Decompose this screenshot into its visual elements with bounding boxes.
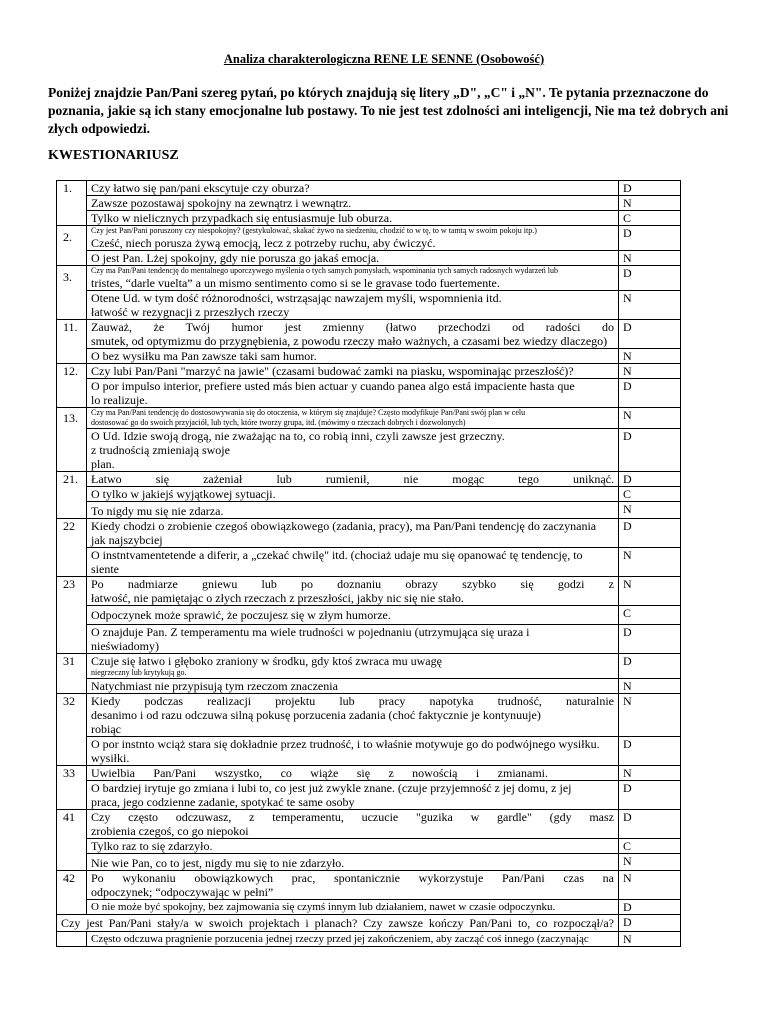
- answer-letter[interactable]: D: [619, 654, 681, 679]
- question-row: [57, 871, 681, 900]
- question-text-line: robiąc: [91, 722, 121, 736]
- question-row: [57, 429, 681, 472]
- answer-letter[interactable]: N: [619, 548, 681, 577]
- question-text-line: dostosować go do swoich przyjaciół, lub tych, które tworzy grupa, itd. (mówimy o rzeczach dobrych i dozwolonych): [91, 418, 466, 427]
- question-row: [57, 654, 681, 679]
- question-row: [57, 266, 681, 291]
- question-number: 2.: [57, 226, 87, 266]
- answer-letter[interactable]: D: [619, 810, 681, 839]
- question-text-line: Czy jest Pan/Pani poruszony czy niespokojny? (gestykulować, skakać żywo na siedzeniu, chodzić to w tę, to w tamtą w swoim pokoju itp.): [91, 226, 537, 235]
- option-text-line: O por impulso interior, prefiere usted más bien actuar y cuando panea algo está impaciente hasta que: [91, 379, 575, 393]
- question-text-line: Po wykonaniu obowiązkowych prac, spontanicznie wykorzystuje Pan/Pani czas na: [91, 871, 614, 885]
- question-number: 31: [57, 654, 87, 694]
- answer-letter[interactable]: D: [619, 519, 681, 548]
- option-text-line: wysiłki.: [91, 751, 130, 765]
- question-row: [57, 502, 681, 519]
- question-row: [57, 606, 681, 625]
- answer-letter[interactable]: N: [619, 349, 681, 364]
- answer-letter[interactable]: D: [619, 181, 681, 196]
- option-text: [87, 379, 619, 408]
- answer-letter[interactable]: N: [619, 854, 681, 871]
- answer-letter[interactable]: N: [619, 679, 681, 694]
- question-number: 13.: [57, 408, 87, 472]
- question-text: [57, 915, 619, 932]
- answer-letter[interactable]: N: [619, 251, 681, 266]
- answer-letter[interactable]: C: [619, 606, 681, 625]
- question-row: [57, 226, 681, 251]
- question-number: 32: [57, 694, 87, 766]
- question-row: [57, 548, 681, 577]
- option-text: Cześć, niech porusza żywą emocją, lecz z potrzeby ruchu, aby ćwiczyć.: [91, 236, 436, 250]
- option-text: Tylko w nielicznych przypadkach się entusiasmuje lub oburza.: [87, 211, 619, 226]
- option-text: [87, 781, 619, 810]
- question-text-line: zrobienia czegoś, co go niepokoi: [91, 824, 249, 838]
- question-row: [57, 364, 681, 379]
- question-text: [87, 694, 619, 737]
- question-number: 42: [57, 871, 87, 915]
- question-text-line: Czy ma Pan/Pani tendencję do dostosowywania się do otoczenia, w którym się znajduje? Często modyfikuje Pan/Pani swój plan w celu: [91, 408, 526, 417]
- question-row: [57, 577, 681, 606]
- answer-letter[interactable]: D: [619, 915, 681, 932]
- option-text-line: O por instnto wciąż stara się dokładnie przez trudność, i to właśnie motywuje go do podwójnego wysiłku.: [91, 737, 600, 751]
- answer-letter[interactable]: N: [619, 577, 681, 606]
- option-text-line: z trudnością zmieniają swoje: [91, 443, 230, 457]
- question-text: [87, 408, 619, 429]
- answer-letter[interactable]: N: [619, 502, 681, 519]
- question-text-line: desanimo i od razu odczuwa silną pokusę porzucenia zadania (choć faktycznie je kontynuuje): [91, 708, 541, 722]
- option-text: To nigdy mu się nie zdarza.: [87, 502, 619, 519]
- question-text: [87, 654, 619, 679]
- question-row: [57, 679, 681, 694]
- question-text: [87, 519, 619, 548]
- question-text: [87, 871, 619, 900]
- option-text: Nie wie Pan, co to jest, nigdy mu się to nie zdarzyło.: [87, 854, 619, 871]
- question-text: [87, 266, 619, 291]
- option-text: Zawsze pozostawaj spokojny na zewnątrz i wewnątrz.: [87, 196, 619, 211]
- option-text: O tylko w jakiejś wyjątkowej sytuacji.: [87, 487, 619, 502]
- answer-letter[interactable]: D: [619, 226, 681, 251]
- answer-letter[interactable]: C: [619, 839, 681, 854]
- answer-letter[interactable]: D: [619, 625, 681, 654]
- question-text-line: odpoczynek; “odpoczywając w pełni”: [91, 885, 274, 899]
- question-number: 23: [57, 577, 87, 654]
- answer-letter[interactable]: D: [619, 737, 681, 766]
- question-text: Łatwo się zażeniał lub rumienił, nie mogąc tego uniknąć.: [87, 472, 619, 487]
- option-text: O nie może być spokojny, bez zajmowania się czymś innym lub działaniem, nawet w czasie odpoczynku.: [87, 900, 619, 915]
- option-text-line: O Ud. Idzie swoją drogą, nie zważając na to, co robią inni, czyli zawsze jest grzeczny.: [91, 429, 505, 443]
- question-row: [57, 211, 681, 226]
- question-row: [57, 694, 681, 737]
- answer-letter[interactable]: N: [619, 766, 681, 781]
- question-row: [57, 625, 681, 654]
- question-row: [57, 472, 681, 487]
- question-text: [87, 810, 619, 839]
- question-row: [57, 181, 681, 196]
- questionnaire-table: [56, 180, 681, 947]
- question-text: Czy łatwo się pan/pani ekscytuje czy oburza?: [87, 181, 619, 196]
- question-text: [87, 226, 619, 251]
- answer-letter[interactable]: D: [619, 320, 681, 349]
- question-row: [57, 839, 681, 854]
- answer-letter[interactable]: D: [619, 266, 681, 291]
- question-text: Uwielbia Pan/Pani wszystko, co wiąże się z nowością i zmianami.: [87, 766, 619, 781]
- option-text: O jest Pan. Lżej spokojny, gdy nie porusza go jakaś emocja.: [87, 251, 619, 266]
- question-row: [57, 487, 681, 502]
- answer-letter[interactable]: D: [619, 379, 681, 408]
- question-row: [57, 932, 681, 947]
- section-heading: KWESTIONARIUSZ: [48, 148, 179, 163]
- answer-letter[interactable]: N: [619, 364, 681, 379]
- question-row: [57, 320, 681, 349]
- option-text-line: plan.: [91, 457, 115, 471]
- intro-text: Poniżej znajdzie Pan/Pani szereg pytań, po których znajdują się litery „D", „C" i „N". Te pytania przeznaczone do poznania, jakie są ich stany emocjonalne lub postawy. To nie jest test zdolności ani inteligencji, Nie ma też dobrych ani złych odpowiedzi.: [48, 85, 729, 136]
- question-number: 3.: [57, 266, 87, 320]
- question-number: 22: [57, 519, 87, 577]
- answer-letter[interactable]: D: [619, 781, 681, 810]
- question-number: 41: [57, 810, 87, 871]
- option-text: [87, 548, 619, 577]
- document-title: Analiza charakterologiczna RENE LE SENNE (Osobowość): [223, 52, 545, 66]
- question-number: 21.: [57, 472, 87, 519]
- option-text: [87, 291, 619, 320]
- answer-letter[interactable]: D: [619, 900, 681, 915]
- option-text-line: łatwość w rezygnacji z przeszłych rzeczy: [91, 305, 290, 319]
- answer-letter[interactable]: N: [619, 694, 681, 737]
- question-text: [87, 320, 619, 349]
- question-row: [57, 810, 681, 839]
- question-row: [57, 349, 681, 364]
- option-text-line: nieświadomy): [91, 639, 159, 653]
- question-text: Czy lubi Pan/Pani "marzyć na jawie" (czasami budować zamki na piasku, wspominając przeszłość)?: [87, 364, 619, 379]
- question-row: [57, 519, 681, 548]
- question-text-line: Czy ma Pan/Pani tendencję do mentalnego uporczywego myślenia o tych samych pomysłach, wspominania tych samych radosnych wydarzeń lub: [91, 266, 558, 275]
- question-text-line: tristes, “darle vuelta” a un mismo sentimento como si se le gravase todo fuertemente.: [91, 276, 500, 290]
- answer-letter[interactable]: N: [619, 408, 681, 429]
- question-text-line: Kiedy chodzi o zrobienie czegoś obowiązkowego (zadania, pracy), ma Pan/Pani tendencję do zaczynania: [91, 519, 597, 533]
- answer-letter[interactable]: N: [619, 871, 681, 900]
- question-text-line: łatwość, nie pamiętając o złych rzeczach z przeszłości, jakby nic się nie stało.: [91, 591, 464, 605]
- answer-letter[interactable]: N: [619, 196, 681, 211]
- question-number-empty: [57, 932, 87, 947]
- option-text-line: Otene Ud. w tym dość różnorodności, wstrząsając nawzajem myśli, wspomnienia itd.: [91, 291, 502, 305]
- question-row: [57, 379, 681, 408]
- question-text: [87, 577, 619, 606]
- question-text-line: Czuje się łatwo i głęboko zraniony w środku, gdy ktoś zwraca mu uwagę: [91, 654, 442, 668]
- answer-letter[interactable]: N: [619, 932, 681, 947]
- answer-letter[interactable]: C: [619, 487, 681, 502]
- option-text: Odpoczynek może sprawić, że poczujesz się w złym humorze.: [87, 606, 619, 625]
- question-row: [57, 408, 681, 429]
- question-number: 12.: [57, 364, 87, 408]
- option-text: [87, 737, 619, 766]
- question-row: [57, 781, 681, 810]
- option-text-line: siente: [91, 562, 119, 576]
- question-row: [57, 766, 681, 781]
- question-text-line: Zauważ, że Twój humor jest zmienny (łatwo przechodzi od radości do: [91, 320, 614, 334]
- question-text-line: niegrzeczny lub krytykują go.: [91, 668, 187, 677]
- option-text: [87, 625, 619, 654]
- answer-letter[interactable]: C: [619, 211, 681, 226]
- question-number: 1.: [57, 181, 87, 226]
- option-text: Tylko raz to się zdarzyło.: [87, 839, 619, 854]
- question-row: [57, 737, 681, 766]
- option-text: Natychmiast nie przypisują tym rzeczom znaczenia: [87, 679, 619, 694]
- question-row: [57, 251, 681, 266]
- option-text: Często odczuwa pragnienie porzucenia jednej rzeczy przed jej zakończeniem, aby zacząć coś innego (zaczynając: [87, 932, 619, 947]
- answer-letter[interactable]: D: [619, 429, 681, 472]
- option-text-line: lo realizuje.: [91, 393, 148, 407]
- option-text-line: praca, jego codzienne zadanie, spotykać te same osoby: [91, 795, 355, 809]
- question-row: [57, 854, 681, 871]
- question-text-line: Po nadmiarze gniewu lub po doznaniu obrazy szybko się godzi z: [91, 577, 614, 591]
- question-text-line: jak najszybciej: [91, 533, 163, 547]
- question-number: 33: [57, 766, 87, 810]
- option-text: [87, 429, 619, 472]
- option-text: O bez wysiłku ma Pan zawsze taki sam humor.: [87, 349, 619, 364]
- question-text-line: Czy jest Pan/Pani stały/a w swoich projektach i planach? Czy zawsze kończy Pan/Pani to, co rozpoczął/a?: [61, 916, 614, 930]
- question-text-line: smutek, od optymizmu do przygnębienia, z powodu rzeczy mało ważnych, a czasami bez wiedzy dlaczego): [91, 334, 608, 348]
- answer-letter[interactable]: D: [619, 472, 681, 487]
- question-row: [57, 900, 681, 915]
- question-row: [57, 291, 681, 320]
- question-text-line: Czy często odczuwasz, z temperamentu, uczucie "guzika w gardle" (gdy masz: [91, 810, 614, 824]
- option-text-line: O znajduje Pan. Z temperamentu ma wiele trudności w pojednaniu (utrzymująca się uraza i: [91, 625, 530, 639]
- question-number: 11.: [57, 320, 87, 364]
- question-text-line: Kiedy podczas realizacji projektu lub pracy napotyka trudność, naturalnie: [91, 694, 614, 708]
- option-text-line: O bardziej irytuje go zmiana i lubi to, co jest już zwykle znane. (czuje przyjemność z jej domu, z jej: [91, 781, 572, 795]
- option-text-line: O instntvamentetende a diferir, a „czekać chwilę" itd. (chociaż udaje mu się opanować tę tendencję, to: [91, 548, 583, 562]
- answer-letter[interactable]: N: [619, 291, 681, 320]
- question-row: [57, 915, 681, 932]
- question-row: [57, 196, 681, 211]
